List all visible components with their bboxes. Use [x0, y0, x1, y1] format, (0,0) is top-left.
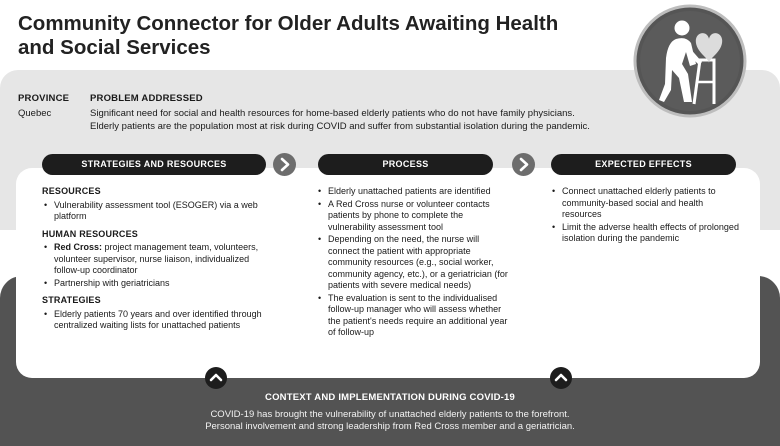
- list-item: • The evaluation is sent to the individualised follow-up manager who will assess whether the patient's needs require an additional year of follow-up: [316, 293, 512, 339]
- list-item: • A Red Cross nurse or volunteer contacts patients by phone to complete the vulnerability assessment tool: [316, 199, 512, 234]
- process-column: [316, 186, 512, 340]
- chevron-right-icon: [512, 153, 535, 176]
- context-text: [0, 409, 780, 433]
- problem-line-2: Elderly patients are the population most at risk during COVID and suffer from substantial isolation during the pandemic.: [90, 121, 590, 132]
- effects-column: [550, 186, 742, 246]
- list-item: [42, 242, 262, 277]
- province-value: Quebec: [18, 108, 52, 119]
- red-cross-label: Red Cross:: [54, 242, 103, 252]
- strategies-list: [42, 309, 262, 332]
- list-item: • Elderly unattached patients are identified: [316, 186, 512, 198]
- effects-list: [550, 186, 742, 245]
- problem-line-1: Significant need for social and health resources for home-based elderly patients who do not have family physicians.: [90, 108, 575, 119]
- header-process: PROCESS: [318, 154, 493, 175]
- page-title: Community Connector for Older Adults Awaiting Health and Social Services: [18, 12, 559, 59]
- human-resources-heading: HUMAN RESOURCES: [42, 228, 139, 239]
- red-cross-text: project management team, volunteers, volunteer supervisor, nurse liaison, individualized follow-up coordinator: [54, 242, 259, 275]
- list-item: • Connect unattached elderly patients to community-based social and health resources: [550, 186, 742, 221]
- list-item: • Limit the adverse health effects of prolonged isolation during the pandemic: [550, 222, 742, 245]
- context-line-1: COVID-19 has brought the vulnerability of unattached elderly patients to the forefront.: [210, 409, 570, 420]
- strategies-heading: STRATEGIES: [42, 295, 101, 305]
- problem-text: [90, 107, 630, 133]
- chevron-right-icon: [273, 153, 296, 176]
- chevron-up-icon: [205, 367, 227, 389]
- province-label: PROVINCE: [18, 93, 70, 104]
- context-title: CONTEXT AND IMPLEMENTATION DURING COVID-19: [265, 392, 515, 403]
- list-item: • Elderly patients 70 years and over identified through centralized waiting lists for unattached patients: [42, 309, 262, 332]
- strategies-column: [42, 186, 262, 333]
- elderly-walker-heart-icon: [630, 2, 750, 120]
- resources-list: [42, 200, 262, 223]
- header-strategies: STRATEGIES AND RESOURCES: [42, 154, 266, 175]
- list-item: • Partnership with geriatricians: [42, 278, 262, 290]
- chevron-up-icon: [550, 367, 572, 389]
- list-item: • Vulnerability assessment tool (ESOGER) via a web platform: [42, 200, 262, 223]
- problem-label: PROBLEM ADDRESSED: [90, 93, 203, 104]
- header-effects: EXPECTED EFFECTS: [551, 154, 736, 175]
- process-list: [316, 186, 512, 339]
- province-block: [18, 93, 69, 120]
- human-resources-list: [42, 242, 262, 289]
- list-item: • Depending on the need, the nurse will connect the patient with appropriate community resources (e.g., social worker, community agency, etc.), or a geriatrician (for patients with severe medical needs): [316, 234, 512, 292]
- problem-block: [90, 93, 630, 133]
- context-line-2: Personal involvement and strong leadership from Red Cross member and a geriatrician.: [205, 421, 575, 432]
- resources-heading: RESOURCES: [42, 186, 101, 196]
